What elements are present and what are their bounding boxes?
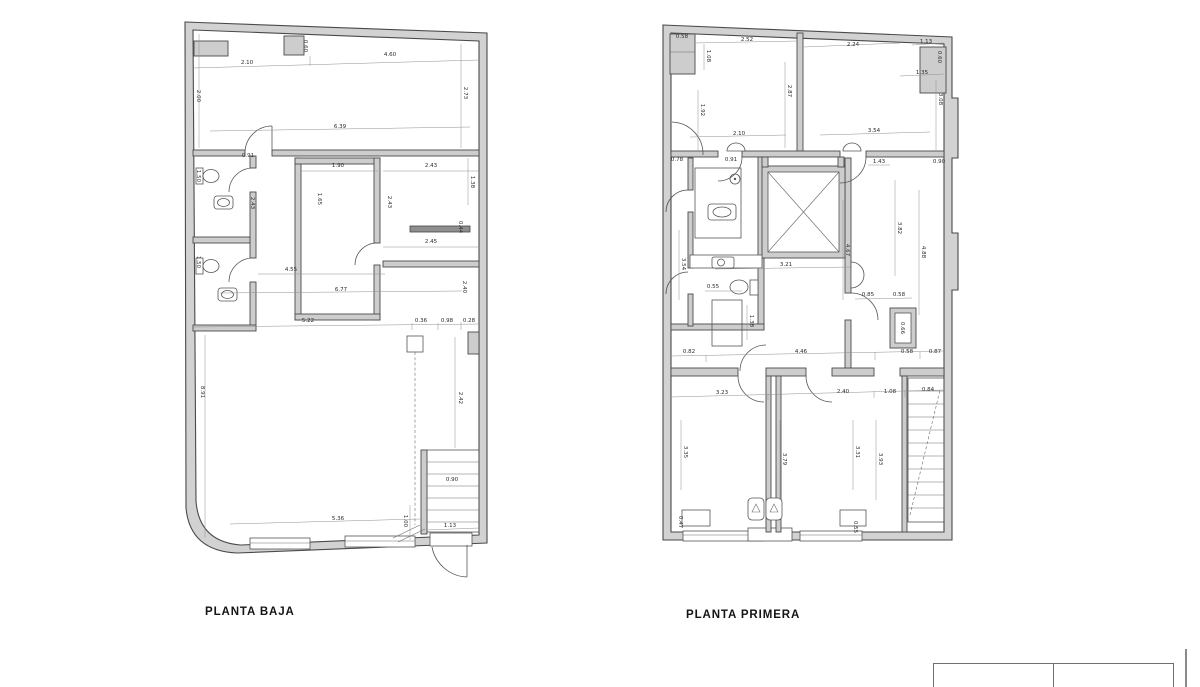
dimension-label: 3.31 bbox=[854, 445, 860, 459]
dimension-label: 0.60 bbox=[302, 39, 308, 53]
sheet-border-line bbox=[1185, 649, 1187, 687]
column bbox=[407, 336, 423, 352]
toilet-icon bbox=[750, 280, 758, 295]
staircase bbox=[393, 450, 479, 542]
door-arc bbox=[355, 243, 377, 265]
bathroom-fixtures bbox=[695, 168, 758, 295]
dimension-label: 6.77 bbox=[334, 287, 348, 293]
entry-door-arc bbox=[432, 547, 467, 577]
interior-walls bbox=[671, 33, 944, 532]
toilet-icon bbox=[203, 260, 219, 273]
wardrobe bbox=[712, 300, 742, 346]
dimension-label: 3.93 bbox=[877, 452, 883, 466]
dimension-label: 1.35 bbox=[915, 70, 929, 76]
dimension-label: 1.08 bbox=[883, 389, 897, 395]
plan-label-planta-primera: PLANTA PRIMERA bbox=[686, 609, 801, 621]
dimension-label: 1.13 bbox=[443, 523, 457, 529]
dimension-label: 3.35 bbox=[682, 445, 688, 459]
radiator-icon bbox=[727, 143, 745, 151]
closet bbox=[284, 36, 304, 55]
dimension-label: 2.43 bbox=[386, 195, 392, 209]
dimension-label: 2.45 bbox=[424, 239, 438, 245]
dimension-label: 2.73 bbox=[462, 86, 468, 100]
sink-icon bbox=[222, 291, 234, 299]
dimension-label: 0.91 bbox=[724, 157, 738, 163]
dimension-label: 1.92 bbox=[699, 103, 705, 117]
dimension-label: 1.65 bbox=[316, 192, 322, 206]
dimension-label: 3.54 bbox=[680, 257, 686, 271]
dimension-label: 3.54 bbox=[867, 128, 881, 134]
elevator-shaft bbox=[762, 157, 845, 258]
dimension-labels bbox=[195, 40, 476, 529]
planta-primera-drawing bbox=[663, 25, 958, 541]
dimension-label: 1.00 bbox=[402, 514, 408, 528]
door-arc bbox=[806, 376, 832, 402]
window-band bbox=[250, 533, 472, 577]
dimension-label: 6.39 bbox=[333, 124, 347, 130]
dimension-label: 1.13 bbox=[919, 39, 933, 45]
dimension-label: 2.43 bbox=[424, 163, 438, 169]
toilet-icon bbox=[203, 170, 219, 183]
dimension-label: 0.47 bbox=[677, 515, 683, 529]
plan-label-planta-baja: PLANTA BAJA bbox=[205, 606, 295, 618]
dimension-label: 0.58 bbox=[675, 34, 689, 40]
dimension-label: 1.38 bbox=[748, 314, 754, 328]
dimension-label: 0.85 bbox=[861, 292, 875, 298]
dimension-label: 4.46 bbox=[794, 349, 808, 355]
dimension-label: 0.98 bbox=[440, 318, 454, 324]
dimension-label: 1.43 bbox=[872, 159, 886, 165]
dimension-label: 0.66 bbox=[899, 321, 905, 335]
dimension-label: 4.55 bbox=[284, 267, 298, 273]
dimension-label: 0.58 bbox=[900, 349, 914, 355]
dimension-label: 0.84 bbox=[921, 387, 935, 393]
dimension-label: 5.36 bbox=[331, 516, 345, 522]
dimension-label: 0.91 bbox=[241, 153, 255, 159]
dimension-label: 1.38 bbox=[469, 175, 475, 189]
toilet-icon bbox=[730, 280, 748, 294]
dimension-label: 2.40 bbox=[461, 280, 467, 294]
dimension-label: 0.36 bbox=[414, 318, 428, 324]
dimension-label: 2.10 bbox=[240, 60, 254, 66]
door-arc bbox=[738, 376, 764, 402]
dimension-label: 3.23 bbox=[715, 390, 729, 396]
dimension-label: 4.67 bbox=[844, 243, 850, 257]
dimension-label: 2.00 bbox=[195, 89, 201, 103]
dimension-label: 0.87 bbox=[928, 349, 942, 355]
radiator-icon bbox=[851, 262, 864, 288]
dimension-label: 1.90 bbox=[331, 163, 345, 169]
dimension-label: 0.60 bbox=[936, 50, 942, 64]
title-block-cell bbox=[1054, 664, 1173, 687]
dimension-label: 0.28 bbox=[462, 318, 476, 324]
door-arc bbox=[229, 168, 253, 192]
dimension-label: 2.10 bbox=[732, 131, 746, 137]
dimension-label: 2.43 bbox=[249, 196, 255, 210]
dimension-label: 4.88 bbox=[920, 245, 926, 259]
dimension-label: 1.50 bbox=[195, 169, 201, 183]
dimension-label: 3.08 bbox=[937, 92, 943, 106]
dimension-label: 0.90 bbox=[932, 159, 946, 165]
dimension-label: 0.55 bbox=[852, 520, 858, 534]
radiator-icon bbox=[843, 143, 861, 151]
sink-icon bbox=[718, 259, 725, 266]
dimension-label: 2.40 bbox=[836, 389, 850, 395]
interior-walls bbox=[193, 150, 479, 534]
door-arc bbox=[672, 122, 703, 155]
balcony-doors bbox=[748, 498, 782, 520]
dimension-label: 5.22 bbox=[301, 318, 315, 324]
title-block bbox=[933, 663, 1174, 687]
dimension-label: 2.87 bbox=[786, 84, 792, 98]
sink-icon bbox=[218, 199, 230, 207]
dimension-label: 0.58 bbox=[892, 292, 906, 298]
outer-wall bbox=[663, 25, 958, 540]
planta-baja-drawing bbox=[185, 22, 487, 577]
dimension-label: 0.82 bbox=[682, 349, 696, 355]
title-block-cell bbox=[934, 664, 1054, 687]
dimension-label: 3.82 bbox=[896, 221, 902, 235]
door-arc bbox=[740, 345, 766, 371]
dimension-label: 0.90 bbox=[445, 477, 459, 483]
dimension-label: 0.44 bbox=[457, 220, 463, 234]
dimension-label: 8.91 bbox=[199, 385, 205, 399]
sink-icon bbox=[713, 207, 731, 217]
dimension-label: 2.52 bbox=[740, 37, 754, 43]
dimension-label: 2.42 bbox=[457, 391, 463, 405]
window-band bbox=[683, 528, 862, 541]
radiator-icon bbox=[682, 510, 710, 526]
dimension-label: 4.60 bbox=[383, 52, 397, 58]
dimension-label: 0.55 bbox=[706, 284, 720, 290]
dimension-label: 2.24 bbox=[846, 42, 860, 48]
dimension-label: 1.50 bbox=[195, 255, 201, 269]
dimension-label: 3.79 bbox=[781, 452, 787, 466]
bathroom-fixtures bbox=[196, 168, 237, 301]
dimension-label: 1.08 bbox=[705, 49, 711, 63]
staircase bbox=[908, 378, 944, 522]
door-arc bbox=[229, 258, 253, 282]
dimension-label: 0.78 bbox=[670, 157, 684, 163]
dimension-label: 3.21 bbox=[779, 262, 793, 268]
